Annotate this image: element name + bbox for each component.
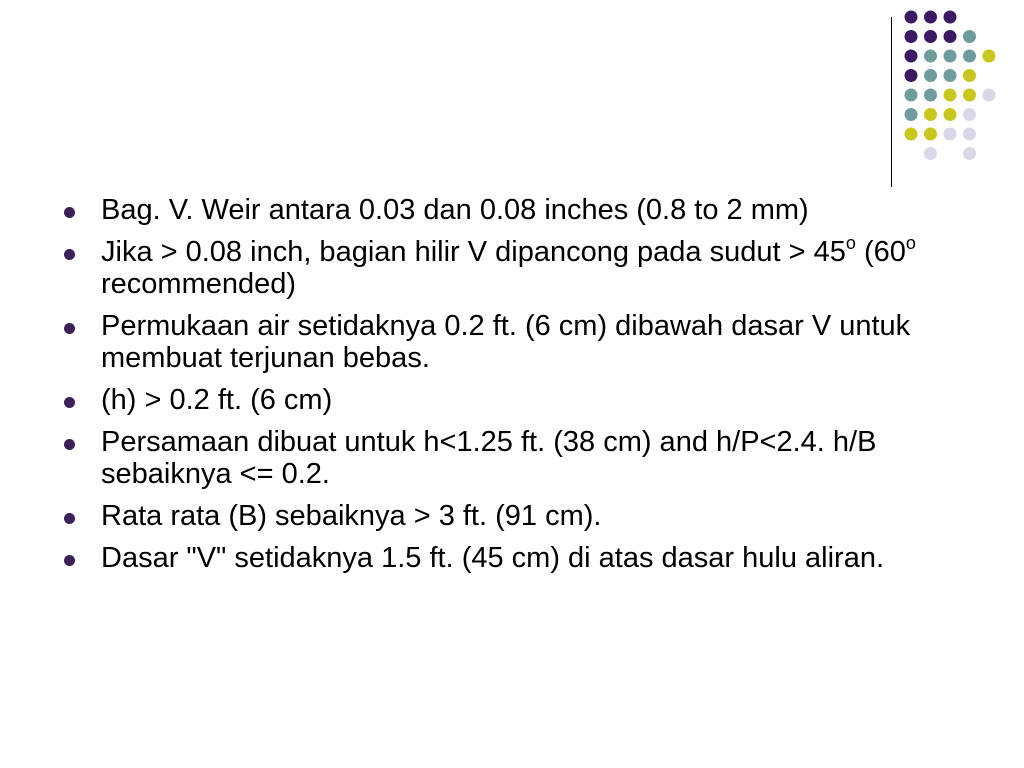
decorative-dot-lime (944, 108, 957, 121)
bullet-icon (64, 555, 75, 566)
dot-grid-svg (903, 9, 1023, 169)
bullet-item-3 (101, 310, 931, 374)
bullet-text-2-mid: (60 (855, 236, 906, 268)
bullet-item-2 (101, 233, 931, 300)
decorative-dot-lavender (963, 128, 976, 141)
decorative-dot-grid (903, 9, 1023, 169)
decorative-dot-teal (963, 30, 976, 43)
decorative-dot-purple (924, 11, 937, 24)
bullet-icon (64, 397, 75, 408)
bullet-item-1 (101, 194, 931, 226)
vertical-divider-line (891, 17, 892, 187)
bullet-icon (64, 513, 75, 524)
bullet-icon (64, 323, 75, 334)
bullet-text-2-post: recommended) (101, 268, 297, 300)
decorative-dot-lavender (983, 89, 996, 102)
decorative-dot-teal (944, 69, 957, 82)
bullet-item-6 (101, 500, 931, 532)
decorative-dot-teal (963, 50, 976, 63)
bullet-text-1: Bag. V. Weir antara 0.03 dan 0.08 inches (0.8 to 2 mm) (101, 194, 809, 226)
degree-superscript-2: o (905, 233, 916, 254)
bullet-icon (64, 207, 75, 218)
bullet-text-3: Permukaan air setidaknya 0.2 ft. (6 cm) dibawah dasar V untuk membuat terjunan bebas. (101, 310, 911, 374)
bullet-item-4 (101, 384, 931, 416)
bullet-text-7: Dasar "V" setidaknya 1.5 ft. (45 cm) di atas dasar hulu aliran. (101, 542, 885, 574)
bullet-text-6: Rata rata (B) sebaiknya > 3 ft. (91 cm). (101, 500, 602, 532)
decorative-dot-lime (944, 89, 957, 102)
bullet-text-5: Persamaan dibuat untuk h<1.25 ft. (38 cm) and h/P<2.4. h/B sebaiknya <= 0.2. (101, 426, 877, 490)
decorative-dot-lavender (963, 147, 976, 160)
decorative-dot-lime (905, 128, 918, 141)
decorative-dot-lavender (924, 147, 937, 160)
bullet-icon (64, 439, 75, 450)
decorative-dot-purple (905, 50, 918, 63)
decorative-dot-lime (924, 108, 937, 121)
bullet-item-7 (101, 542, 931, 574)
bullet-icon (64, 249, 75, 260)
decorative-dot-lime (924, 128, 937, 141)
decorative-dot-lime (983, 50, 996, 63)
bullet-list (101, 194, 931, 584)
decorative-dot-purple (905, 69, 918, 82)
decorative-dot-purple (905, 30, 918, 43)
bullet-text-2-pre: Jika > 0.08 inch, bagian hilir V dipancong pada sudut > 45 (101, 236, 846, 268)
decorative-dot-teal (924, 50, 937, 63)
decorative-dot-lavender (944, 128, 957, 141)
decorative-dot-teal (905, 89, 918, 102)
decorative-dot-lime (963, 69, 976, 82)
decorative-dot-lime (963, 89, 976, 102)
degree-superscript-1: o (845, 233, 856, 254)
decorative-dot-teal (905, 108, 918, 121)
decorative-dot-teal (944, 50, 957, 63)
decorative-dot-teal (924, 89, 937, 102)
decorative-dot-purple (944, 11, 957, 24)
decorative-dot-purple (944, 30, 957, 43)
decorative-dot-lavender (963, 108, 976, 121)
bullet-text-4: (h) > 0.2 ft. (6 cm) (101, 384, 333, 416)
decorative-dot-purple (905, 11, 918, 24)
decorative-dot-teal (924, 69, 937, 82)
decorative-dot-purple (924, 30, 937, 43)
bullet-item-5 (101, 426, 931, 490)
